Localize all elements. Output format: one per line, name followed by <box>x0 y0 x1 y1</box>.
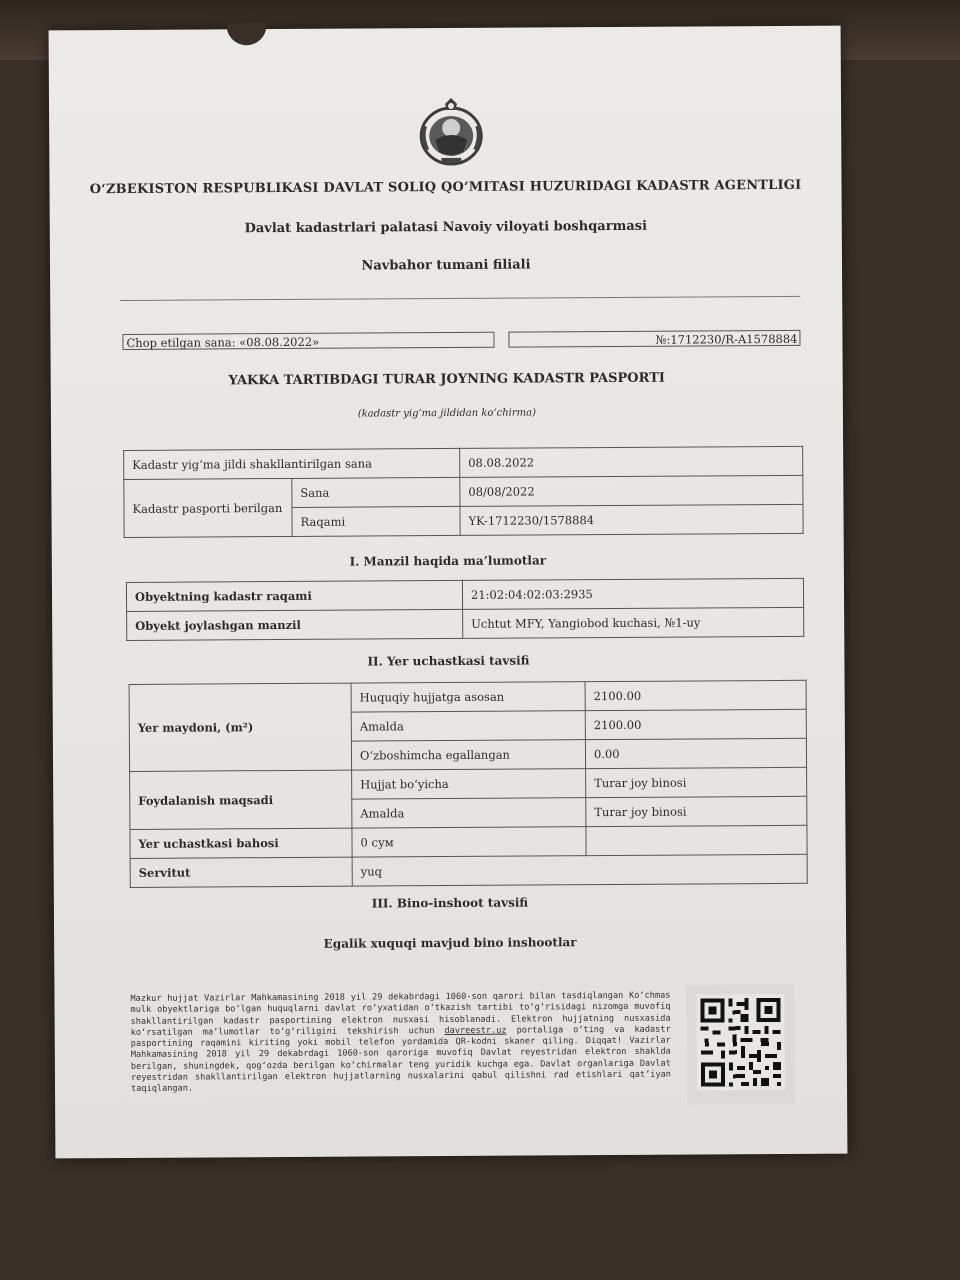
legal-notice-text: Mazkur hujjat Vazirlar Mahkamasining 2018 yil 29 dekabrdagi 1060-son qarori bilan tasdiqlangan Ko‘chmas mulk obyektlariga bo‘lgan huquqlarni davlat ro‘yxatidan o‘tkazish tartibi to‘g‘risidagi nizomga muvofiq shakllantirilgan kadastr pasportining elektron nusxasi hisoblanadi. Elektron hujjatning nusxasida ko‘rsatilgan ma’lumotlar to‘g‘riligini tekshirish uchun <box>130 990 671 1038</box>
issue-number-label: Raqami <box>292 506 460 536</box>
cadastral-number-value: 21:02:04:02:03:2935 <box>462 578 803 609</box>
price-value: 0 сум <box>352 827 586 857</box>
document-subtitle: (kadastr yig‘ma jildidan ko‘chirma) <box>357 407 537 420</box>
state-emblem-icon <box>417 96 485 168</box>
section-building-title: III. Bino-inshoot tavsifi <box>371 895 529 911</box>
servitut-label: Servitut <box>130 857 352 887</box>
land-table <box>129 680 808 888</box>
usage-row-value: Turar joy binosi <box>586 767 807 797</box>
area-label: Yer maydoni, (m²) <box>129 683 352 771</box>
usage-row-value: Turar joy binosi <box>586 796 807 826</box>
legal-notice <box>130 991 671 1096</box>
area-row-value: 2100.00 <box>585 709 806 739</box>
document-number: №:1712230/R-A1578884 <box>508 330 800 348</box>
table-row <box>124 446 803 479</box>
document-title: YAKKA TARTIBDAGI TURAR JOYNING KADASTR PASPORTI <box>228 370 665 389</box>
qr-code-icon[interactable] <box>686 984 795 1105</box>
agency-heading: O‘ZBEKISTON RESPUBLIKASI DAVLAT SOLIQ QO‘MITASI HUZURIDAGI KADASTR AGENTLIGI <box>89 177 802 198</box>
empty-cell <box>586 825 807 855</box>
header-divider <box>120 296 800 301</box>
table-row <box>127 607 804 640</box>
davreestr-link[interactable]: davreestr.uz <box>444 1025 507 1036</box>
servitut-value: yuq <box>352 854 807 886</box>
formed-date-value: 08.08.2022 <box>460 446 803 477</box>
usage-label: Foydalanish maqsadi <box>130 770 352 829</box>
price-label: Yer uchastkasi bahosi <box>130 828 352 858</box>
table-row <box>129 680 806 713</box>
table-row <box>130 854 807 887</box>
table-row <box>126 578 803 611</box>
issue-date-label: Sana <box>292 477 460 507</box>
paper-tear <box>227 23 267 45</box>
document-page <box>49 26 848 1159</box>
table-row <box>124 475 803 508</box>
area-row-value: 2100.00 <box>585 680 806 710</box>
print-date: Chop etilgan sana: «08.08.2022» <box>122 332 494 350</box>
issue-number-value: YK-1712230/1578884 <box>460 504 803 535</box>
table-row <box>130 767 807 800</box>
palata-heading: Davlat kadastrlari palatasi Navoiy viloyati boshqarmasi <box>244 218 648 237</box>
section-address-title: I. Manzil haqida ma’lumotlar <box>349 553 547 569</box>
formed-date-label: Kadastr yig‘ma jildi shakllantirilgan sana <box>124 448 460 479</box>
legal-notice-text-end: portaliga o‘ting va kadastr pasportining raqamini kiriting yoki mobil telefon yordamida QR-kodni skaner qiling. Diqqat! Vazirlar Mahkamasining 2018 yil 29 dekabrdagi 1060-son qaroriga muvofiq Davlat reyestridan elektron shaklda berilgan, shuningdek, qog‘ozda berilgan ko‘chirmalar teng yuridik kuchga ega. Davlat organlariga Davlat reyestridan shakllantirilgan elektron hujjatlarning nusxalarini qabul qilishni rad etishlari qat’iyan taqiqlangan. <box>130 1024 671 1095</box>
issue-info-table <box>123 446 804 538</box>
address-table <box>126 578 804 641</box>
usage-row-label: Hujjat bo‘yicha <box>352 769 586 799</box>
usage-row-label: Amalda <box>352 798 586 828</box>
cadastral-number-label: Obyektning kadastr raqami <box>126 580 462 611</box>
section-building-subtitle: Egalik xuquqi mavjud bino inshootlar <box>323 935 577 951</box>
section-land-title: II. Yer uchastkasi tavsifi <box>367 653 530 669</box>
address-value: Uchtut MFY, Yangiobod kuchasi, №1-uy <box>463 607 804 638</box>
table-row <box>130 825 807 858</box>
filial-heading: Navbahor tumani filiali <box>361 257 531 274</box>
address-label: Obyekt joylashgan manzil <box>127 609 463 640</box>
area-row-label: Amalda <box>351 711 585 741</box>
issue-date-value: 08/08/2022 <box>460 475 803 506</box>
area-row-value: 0.00 <box>585 738 806 768</box>
issued-label: Kadastr pasporti berilgan <box>124 478 292 537</box>
area-row-label: Huquqiy hujjatga asosan <box>351 682 585 712</box>
area-row-label: O‘zboshimcha egallangan <box>351 740 585 770</box>
